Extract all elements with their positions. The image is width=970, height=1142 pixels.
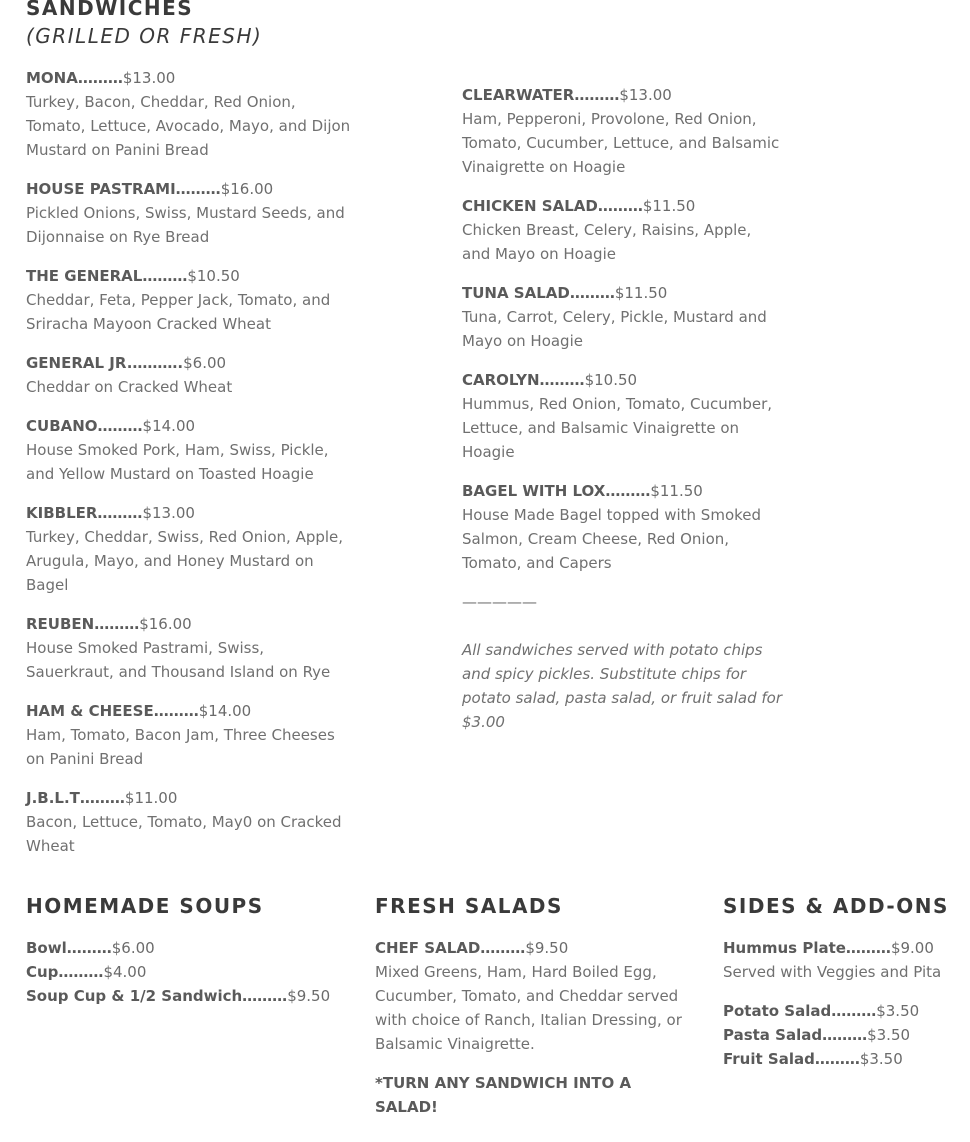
item-name: REUBEN………	[26, 615, 140, 633]
item-price: $9.00	[890, 939, 934, 957]
item-price: $13.00	[122, 69, 176, 87]
divider: —————	[462, 593, 537, 611]
item-name: TUNA SALAD………	[462, 284, 615, 302]
item-price: $13.00	[142, 504, 195, 522]
item-description: Turkey, Cheddar, Swiss, Red Onion, Apple, Arugula, Mayo, and Honey Mustard on Bagel	[26, 528, 344, 594]
item-name: BAGEL WITH LOX………	[462, 482, 651, 500]
item-description: Cheddar on Cracked Wheat	[26, 378, 233, 396]
item-price: $10.50	[187, 267, 240, 285]
item-description: Turkey, Bacon, Cheddar, Red Onion, Tomato, Lettuce, Avocado, Mayo, and Dijon Mustard on Panini Bread	[26, 93, 351, 159]
item-price: $11.00	[124, 789, 178, 807]
item-name: Bowl………	[26, 939, 112, 957]
menu-item-ham-cheese	[26, 699, 351, 771]
salad-callout: *TURN ANY SANDWICH INTO A SALAD!	[375, 1074, 632, 1116]
sandwich-column-right	[462, 83, 782, 734]
item-price: $4.00	[103, 963, 147, 981]
item-price: $9.50	[287, 987, 331, 1005]
menu-item-mona	[26, 66, 351, 162]
menu-item-clearwater	[462, 83, 782, 179]
item-name: CAROLYN………	[462, 371, 585, 389]
item-price: $11.50	[642, 197, 696, 215]
item-name: MONA………	[26, 69, 123, 87]
item-price: $10.50	[584, 371, 638, 389]
item-name: Cup………	[26, 963, 104, 981]
item-price: $16.00	[220, 180, 274, 198]
sandwiches-subtitle: (GRILLED OR FRESH)	[26, 24, 263, 48]
item-description: Served with Veggies and Pita	[723, 963, 942, 981]
item-name: Potato Salad………	[723, 1002, 877, 1020]
menu-item-chef-salad	[375, 936, 693, 1056]
item-price: $9.50	[525, 939, 569, 957]
sandwiches-title: SANDWICHES	[26, 0, 194, 20]
menu-item-carolyn	[462, 368, 782, 464]
side-item-fruit-salad	[723, 1047, 963, 1071]
item-price: $6.00	[183, 354, 227, 372]
soup-item-combo	[26, 984, 356, 1008]
item-name: HAM & CHEESE………	[26, 702, 199, 720]
salads-list	[375, 936, 693, 1119]
item-price: $14.00	[198, 702, 252, 720]
menu-item-jblt	[26, 786, 351, 858]
item-name: Hummus Plate………	[723, 939, 891, 957]
item-price: $13.00	[619, 86, 672, 104]
salads-title: FRESH SALADS	[375, 894, 563, 918]
item-description: Chicken Breast, Celery, Raisins, Apple, and Mayo on Hoagie	[462, 221, 752, 263]
item-description: House Smoked Pork, Ham, Swiss, Pickle, and Yellow Mustard on Toasted Hoagie	[26, 441, 329, 483]
item-name: CLEARWATER………	[462, 86, 620, 104]
item-name: KIBBLER………	[26, 504, 143, 522]
menu-item-the-general	[26, 264, 351, 336]
item-description: Pickled Onions, Swiss, Mustard Seeds, and Dijonnaise on Rye Bread	[26, 204, 345, 246]
soup-item-bowl	[26, 936, 356, 960]
soups-title: HOMEMADE SOUPS	[26, 894, 264, 918]
item-description: Cheddar, Feta, Pepper Jack, Tomato, and Sriracha Mayoon Cracked Wheat	[26, 291, 331, 333]
menu-item-tuna-salad	[462, 281, 782, 353]
item-description: Mixed Greens, Ham, Hard Boiled Egg, Cucumber, Tomato, and Cheddar served with choice of Ranch, Italian Dressing, or Balsamic Vinaigrette.	[375, 963, 682, 1053]
item-price: $3.50	[859, 1050, 903, 1068]
item-description: House Smoked Pastrami, Swiss, Sauerkraut, and Thousand Island on Rye	[26, 639, 331, 681]
item-description: Hummus, Red Onion, Tomato, Cucumber, Lettuce, and Balsamic Vinaigrette on Hoagie	[462, 395, 773, 461]
menu-item-hummus-plate	[723, 936, 963, 984]
item-price: $11.50	[650, 482, 703, 500]
menu-item-house-pastrami	[26, 177, 351, 249]
item-name: CHICKEN SALAD………	[462, 197, 643, 215]
soup-item-cup	[26, 960, 356, 984]
menu-item-kibbler	[26, 501, 351, 597]
item-description: House Made Bagel topped with Smoked Salmon, Cream Cheese, Red Onion, Tomato, and Capers	[462, 506, 762, 572]
item-name: Fruit Salad………	[723, 1050, 860, 1068]
item-price: $3.50	[867, 1026, 911, 1044]
item-description: Ham, Pepperoni, Provolone, Red Onion, Tomato, Cucumber, Lettuce, and Balsamic Vinaigrette on Hoagie	[462, 110, 780, 176]
item-price: $14.00	[142, 417, 196, 435]
item-price: $3.50	[876, 1002, 920, 1020]
sandwich-column-left	[26, 66, 351, 873]
sides-list	[723, 936, 963, 1071]
menu-item-cubano	[26, 414, 351, 486]
sandwich-note: All sandwiches served with potato chips and spicy pickles. Substitute chips for potato salad, pasta salad, or fruit salad for $3.00	[462, 641, 782, 731]
item-description: Ham, Tomato, Bacon Jam, Three Cheeses on Panini Bread	[26, 726, 335, 768]
item-name: HOUSE PASTRAMI………	[26, 180, 221, 198]
item-description: Bacon, Lettuce, Tomato, May0 on Cracked Wheat	[26, 813, 342, 855]
item-name: Soup Cup & 1/2 Sandwich………	[26, 987, 288, 1005]
item-price: $11.50	[614, 284, 668, 302]
menu-item-reuben	[26, 612, 351, 684]
side-item-pasta-salad	[723, 1023, 963, 1047]
sides-title: SIDES & ADD-ONS	[723, 894, 949, 918]
item-price: $16.00	[139, 615, 192, 633]
soups-list	[26, 936, 356, 1008]
menu-item-bagel-with-lox	[462, 479, 782, 575]
item-name: GENERAL JR.……….	[26, 354, 184, 372]
side-item-potato-salad	[723, 999, 963, 1023]
item-name: Pasta Salad………	[723, 1026, 868, 1044]
menu-item-chicken-salad	[462, 194, 782, 266]
item-price: $6.00	[111, 939, 155, 957]
menu-item-general-jr	[26, 351, 351, 399]
item-name: CUBANO………	[26, 417, 143, 435]
item-description: Tuna, Carrot, Celery, Pickle, Mustard and Mayo on Hoagie	[462, 308, 767, 350]
item-name: J.B.L.T………	[26, 789, 125, 807]
item-name: THE GENERAL………	[26, 267, 188, 285]
item-name: CHEF SALAD………	[375, 939, 526, 957]
